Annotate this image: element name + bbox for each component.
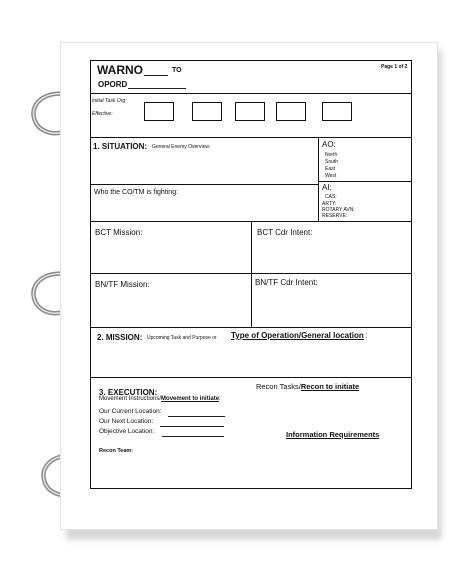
- bct-cdr-intent-label: BCT Cdr Intent:: [257, 228, 313, 237]
- recon-team-label: Recon Team:: [99, 448, 134, 454]
- enemy-overview-label: General Enemy Overview:: [152, 144, 211, 150]
- recon-tasks-prefix: Recon Tasks/: [256, 382, 301, 391]
- bct-mission-label: BCT Mission:: [95, 228, 143, 237]
- bntf-mission-label: BN/TF Mission:: [95, 280, 150, 289]
- ai-arty: ARTY:: [322, 201, 337, 207]
- ai-label: AI:: [322, 183, 332, 192]
- task-org-square-4[interactable]: [276, 102, 306, 121]
- to-label: TO: [172, 67, 182, 74]
- movement-prefix: Movement Instructions/: [99, 396, 162, 402]
- task-org-square-2[interactable]: [192, 102, 222, 121]
- ai-reserve: RESERVE:: [322, 213, 348, 219]
- fighting-label: Who the CO/TM is fighting:: [94, 189, 179, 196]
- opord-label: OPORD: [98, 80, 128, 89]
- ao-north: North: [325, 152, 338, 158]
- next-location-field[interactable]: [160, 426, 224, 427]
- effective-label: Effective:: [92, 111, 113, 117]
- task-org-square-5[interactable]: [322, 102, 352, 121]
- mission-type-label: Type of Operation/General location: [231, 331, 364, 340]
- task-org-square-3[interactable]: [235, 102, 265, 121]
- recon-to-initiate: Recon to initiate: [300, 382, 360, 391]
- ai-rotary-avn: ROTARY AVN:: [322, 207, 355, 213]
- next-location-label: Our Next Location:: [99, 418, 154, 425]
- movement-instructions-label: [99, 396, 221, 402]
- ao-east: East: [325, 166, 336, 172]
- page-number: Page 1 of 2: [381, 64, 408, 70]
- opord-field[interactable]: [128, 88, 186, 89]
- task-org-square-1[interactable]: [144, 102, 174, 121]
- movement-colon: :: [219, 396, 221, 402]
- information-requirements-label: Information Requirements: [286, 430, 380, 439]
- bntf-cdr-intent-label: BN/TF Cdr Intent:: [255, 278, 318, 287]
- mission-heading: 2. MISSION:: [97, 333, 143, 342]
- situation-heading: 1. SITUATION:: [93, 142, 148, 151]
- warno-label: WARNO: [97, 63, 143, 77]
- ao-west: West: [325, 173, 337, 179]
- objective-location-field[interactable]: [162, 436, 224, 437]
- current-location-field[interactable]: [168, 416, 225, 417]
- ao-label: AO:: [322, 140, 336, 149]
- mission-type-colon: :: [365, 331, 368, 340]
- ao-south: South: [325, 159, 339, 165]
- mission-sub-label: Upcoming Task and Purpose or: [147, 335, 217, 341]
- objective-location-label: Objective Location:: [99, 428, 155, 435]
- warno-field[interactable]: [144, 75, 168, 76]
- current-location-label: Our Current Location:: [99, 408, 162, 415]
- movement-to-initiate: Movement to initiate: [161, 396, 220, 402]
- initial-task-org-label: Initial Task Org:: [92, 98, 127, 104]
- execution-heading: 3. EXECUTION:: [99, 388, 158, 397]
- recon-tasks-label: [256, 383, 359, 391]
- ai-cas: CAS:: [325, 194, 337, 200]
